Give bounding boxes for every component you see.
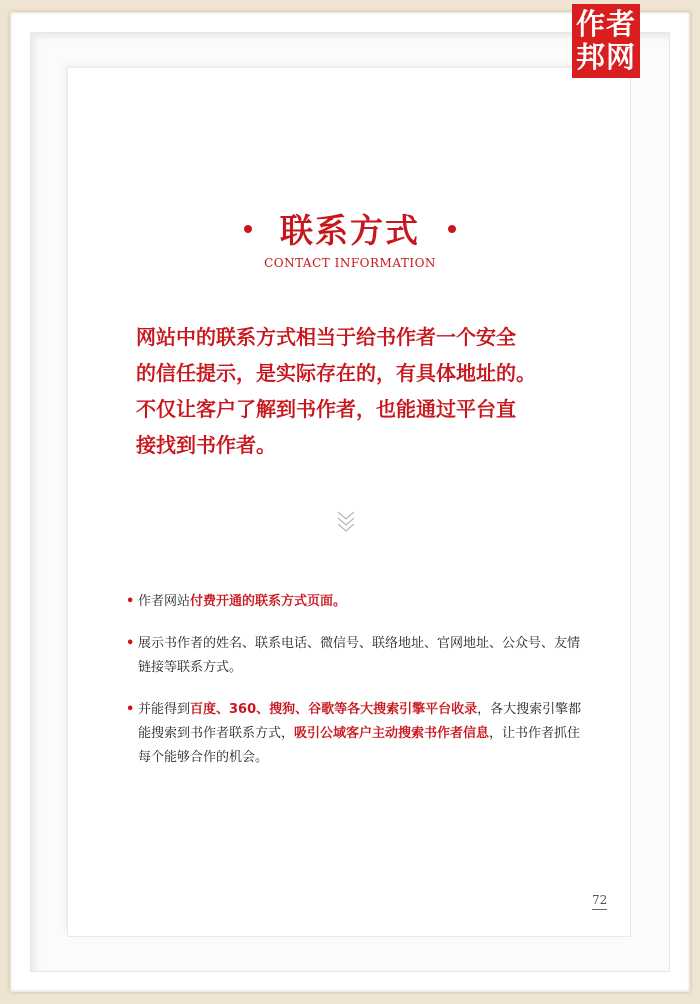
intro-line: 的信任提示，是实际存在的，有具体地址的。 — [136, 361, 536, 385]
bullet-icon: • — [126, 702, 135, 717]
intro-paragraph — [136, 319, 586, 463]
section-heading — [0, 205, 700, 270]
feature-list — [126, 590, 586, 788]
site-logo — [572, 4, 640, 78]
page-title: 联系方式 — [280, 211, 420, 250]
dot-left-icon — [244, 225, 252, 233]
chevron-down-icon — [336, 510, 356, 534]
item-text: ，让书作者抓住每个能够合作的机会。 — [138, 726, 581, 765]
intro-line: 网站中的联系方式相当于给书作者一个安全 — [136, 325, 516, 349]
logo-line-2: 邦网 — [575, 40, 636, 74]
list-item — [126, 590, 586, 614]
bullet-icon: • — [126, 594, 135, 609]
logo-line-1: 作者 — [575, 7, 636, 41]
bullet-icon: • — [126, 636, 135, 651]
item-highlight: 吸引公域客户主动搜索书作者信息 — [294, 726, 490, 741]
list-item — [126, 632, 586, 680]
item-text: ，各大搜索引擎都能搜索到书作者联系方式， — [138, 702, 582, 741]
list-item — [126, 698, 586, 770]
page-subtitle: CONTACT INFORMATION — [264, 256, 436, 270]
intro-line: 接找到书作者。 — [136, 433, 276, 457]
item-highlight: 付费开通的联系方式页面。 — [190, 594, 347, 609]
page-sheet — [68, 68, 630, 936]
dot-right-icon — [448, 225, 456, 233]
intro-line: 不仅让客户了解到书作者，也能通过平台直 — [136, 397, 516, 421]
item-text: 作者网站 — [138, 594, 191, 609]
item-text: 展示书作者的姓名、联系电话、微信号、联络地址、官网地址、公众号、友情链接等联系方式。 — [138, 636, 581, 675]
item-text: 并能得到 — [138, 702, 191, 717]
item-highlight: 百度、360、搜狗、谷歌等各大搜索引擎平台收录 — [190, 702, 478, 717]
page-number: 72 — [592, 893, 607, 910]
